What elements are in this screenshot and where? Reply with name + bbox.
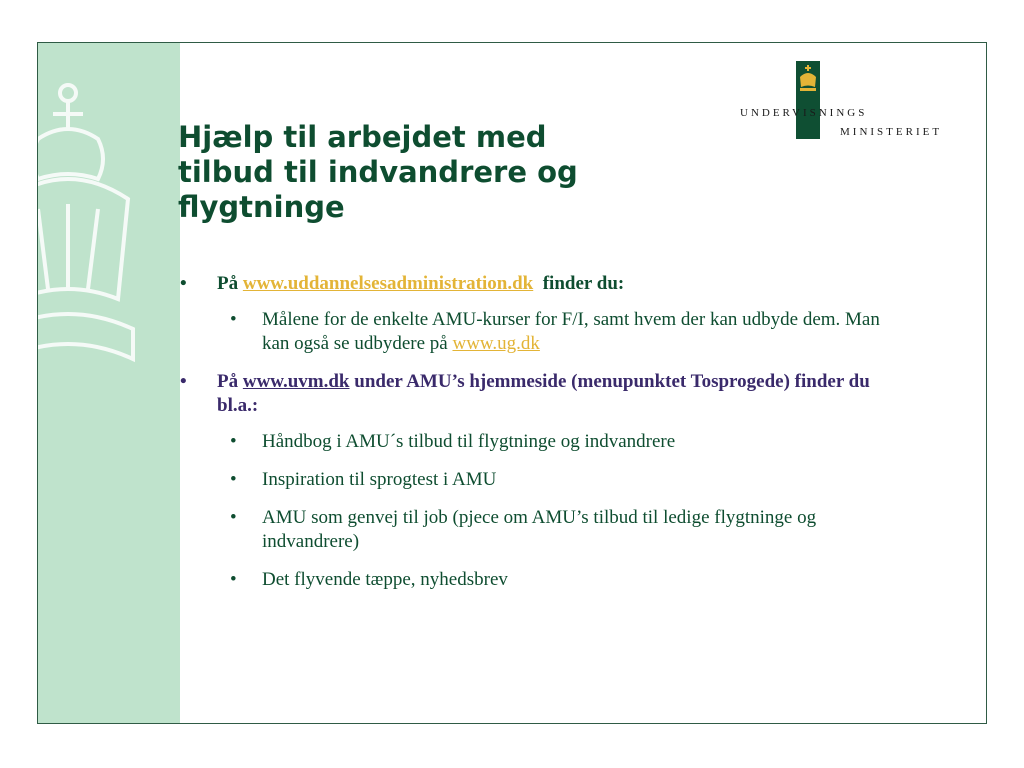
ministry-logo <box>740 61 960 141</box>
sub-bullet-2-1 <box>178 430 898 454</box>
slide-title <box>178 120 678 225</box>
bullet-icon: • <box>230 431 237 452</box>
sub-bullet-2-4 <box>178 568 898 592</box>
bullet-item-2 <box>178 370 898 418</box>
sub-bullet-2-2-text: Inspiration til sprogtest i AMU <box>262 469 497 490</box>
sub-bullet-2-2 <box>178 468 898 492</box>
crown-watermark-icon <box>38 79 180 409</box>
logo-block <box>796 61 820 139</box>
sub-bullet-2-3-text: AMU som genvej til job (pjece om AMU’s tilbud til ledige flygtninge og indvandrere) <box>262 507 817 552</box>
bullet-icon: • <box>180 371 187 392</box>
title-line-3: flygtninge <box>178 190 345 224</box>
title-line-2: tilbud til indvandrere og <box>178 155 578 189</box>
side-band <box>38 43 180 723</box>
bullet-1-suffix: finder du: <box>533 273 625 294</box>
sub-bullet-2-3 <box>178 506 898 554</box>
bullet-icon: • <box>230 469 237 490</box>
sub-bullet-1-1-text: Målene for de enkelte AMU-kurser for F/I, samt hvem der kan udbyde dem. Man kan også se udbydere på <box>262 309 880 354</box>
bullet-list <box>178 272 898 606</box>
bullet-icon: • <box>230 507 237 528</box>
sub-bullet-1-1 <box>178 308 898 356</box>
bullet-2-prefix: På <box>217 371 243 392</box>
title-line-1: Hjælp til arbejdet med <box>178 120 547 154</box>
crown-icon <box>798 65 818 95</box>
bullet-icon: • <box>230 569 237 590</box>
bullet-1-prefix: På <box>217 273 243 294</box>
sub-bullet-2-4-text: Det flyvende tæppe, nyhedsbrev <box>262 569 508 590</box>
link-uvm[interactable]: www.uvm.dk <box>242 371 350 392</box>
sub-bullet-2-1-text: Håndbog i AMU´s tilbud til flygtninge og indvandrere <box>262 431 676 452</box>
bullet-item-1 <box>178 272 898 296</box>
link-ug[interactable]: www.ug.dk <box>452 333 540 354</box>
logo-text-line1: UNDERVISNINGS <box>740 107 868 119</box>
logo-text-line2: MINISTERIET <box>840 126 943 138</box>
bullet-2-suffix: under AMU’s hjemmeside (menupunktet Tosprogede) finder du bl.a.: <box>217 371 870 416</box>
link-uddannelsesadministration[interactable]: www.uddannelsesadministration.dk <box>242 273 534 294</box>
bullet-icon: • <box>230 309 237 330</box>
bullet-icon: • <box>180 273 187 294</box>
